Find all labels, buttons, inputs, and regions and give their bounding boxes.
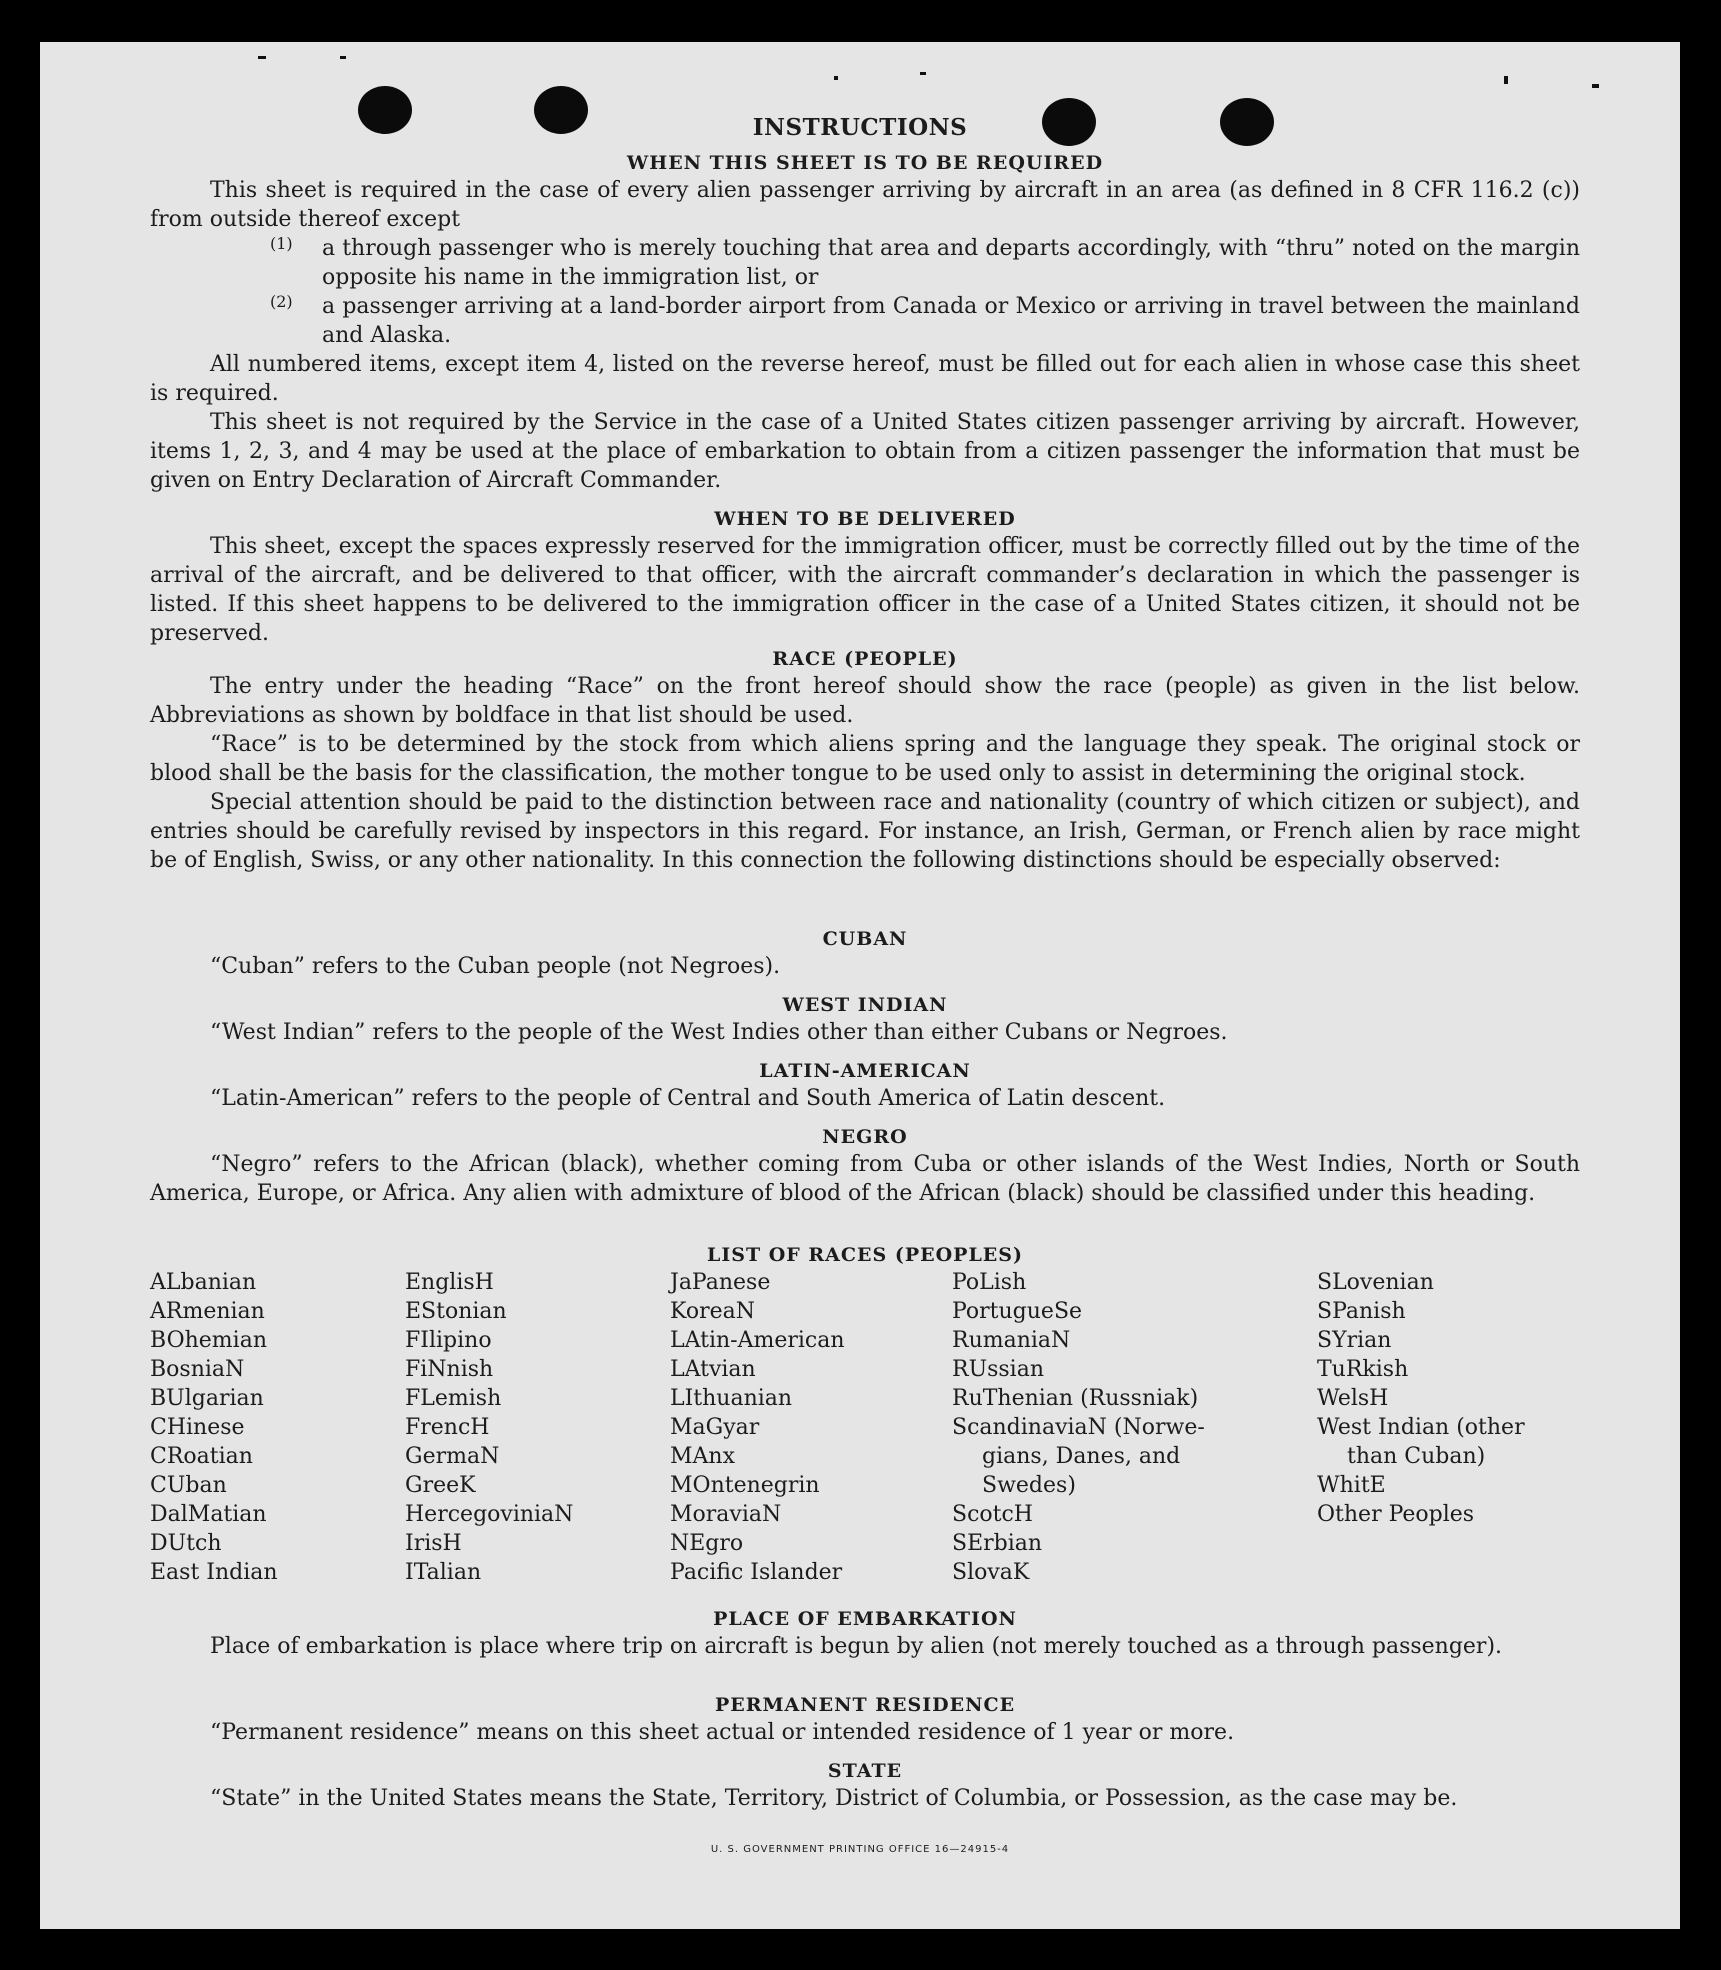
race-item: ScotcH: [952, 1502, 1033, 1527]
race-item: ALbanian: [150, 1270, 257, 1295]
races-column-2: [405, 1268, 670, 1587]
race-item: KoreaN: [670, 1299, 755, 1324]
item-text: a through passenger who is merely touching that area and departs accordingly, with “thru” noted on the margin opposite his name in the immigration list, or: [322, 236, 1580, 290]
race-item: MoraviaN: [670, 1502, 782, 1527]
race-item: MAnx: [670, 1444, 735, 1469]
race-item: RUssian: [952, 1357, 1045, 1382]
item-number: (2): [270, 292, 293, 311]
races-column-3: [670, 1268, 952, 1587]
race-item: MaGyar: [670, 1415, 760, 1440]
race-item: GreeK: [405, 1473, 476, 1498]
speck: [1504, 76, 1508, 84]
race-item: ScandinaviaN (Norwe-: [952, 1415, 1205, 1440]
race-item: FrencH: [405, 1415, 490, 1440]
numbered-item: [270, 234, 1580, 292]
paragraph: All numbered items, except item 4, listed on the reverse hereof, must be filled out for each alien in whose case this sheet is required.: [150, 352, 1580, 406]
section-state: [150, 1754, 1580, 1813]
race-item: BUlgarian: [150, 1386, 264, 1411]
race-item: CHinese: [150, 1415, 245, 1440]
page-title: INSTRUCTIONS: [752, 114, 968, 141]
race-item: JaPanese: [670, 1270, 771, 1295]
section-permanent-residence: [150, 1688, 1580, 1747]
speck: [834, 76, 838, 80]
paragraph: Special attention should be paid to the distinction between race and nationality (country of which citizen or subject), and entries should be carefully revised by inspectors in this regard. For instance, an Irish, German, or French alien by race might be of English, Swiss, or any other nationality. In this connection the following distinctions should be especially observed:: [150, 790, 1580, 873]
race-item: LAtin-American: [670, 1328, 845, 1353]
race-item: DalMatian: [150, 1502, 267, 1527]
section-cuban: [150, 922, 1580, 981]
race-item: EnglisH: [405, 1270, 494, 1295]
races-list: [150, 1268, 1600, 1587]
race-item: FiNnish: [405, 1357, 494, 1382]
paragraph: “Latin-American” refers to the people of Central and South America of Latin descent.: [210, 1086, 1166, 1111]
race-item: SPanish: [1317, 1299, 1406, 1324]
race-item: EStonian: [405, 1299, 507, 1324]
section-when-required: [150, 146, 1580, 495]
paragraph: This sheet is not required by the Service in the case of a United States citizen passenger arriving by aircraft. However, items 1, 2, 3, and 4 may be used at the place of embarkation to obtain from a citizen passenger the information that must be given on Entry Declaration of Aircraft Commander.: [150, 410, 1580, 493]
race-item: East Indian: [150, 1560, 278, 1585]
paragraph: This sheet is required in the case of every alien passenger arriving by aircraft in an area (as defined in 8 CFR 116.2 (c)) from outside thereof except: [150, 178, 1580, 232]
race-item: Pacific Islander: [670, 1560, 843, 1585]
race-item: PoLish: [952, 1270, 1027, 1295]
paragraph: This sheet, except the spaces expressly reserved for the immigration officer, must be correctly filled out by the time of the arrival of the aircraft, and be delivered to that officer, with the aircraft commander’s declaration in which the passenger is listed. If this sheet happens to be delivered to the immigration officer in the case of a United States citizen, it should not be preserved.: [150, 534, 1580, 646]
section-heading: WHEN THIS SHEET IS TO BE REQUIRED: [626, 152, 1104, 174]
section-heading: PLACE OF EMBARKATION: [713, 1608, 1017, 1630]
section-west-indian: [150, 988, 1580, 1047]
numbered-item: [270, 292, 1580, 350]
section-heading: WEST INDIAN: [782, 994, 948, 1016]
paragraph: The entry under the heading “Race” on the front hereof should show the race (people) as given in the list below. Abbreviations as shown by boldface in that list should be used.: [150, 674, 1580, 728]
race-item: Other Peoples: [1317, 1502, 1475, 1527]
race-item: SYrian: [1317, 1328, 1392, 1353]
section-heading: PERMANENT RESIDENCE: [714, 1694, 1016, 1716]
section-heading: LIST OF RACES (PEOPLES): [707, 1244, 1023, 1266]
section-heading: CUBAN: [822, 928, 908, 950]
race-item: FLemish: [405, 1386, 502, 1411]
race-item: FIlipino: [405, 1328, 492, 1353]
race-item: ITalian: [405, 1560, 482, 1585]
section-heading: RACE (PEOPLE): [772, 648, 958, 670]
item-text: a passenger arriving at a land-border airport from Canada or Mexico or arriving in travel between the mainland and Alaska.: [322, 294, 1580, 348]
speck: [340, 56, 346, 59]
race-item: DUtch: [150, 1531, 222, 1556]
race-item: LAtvian: [670, 1357, 756, 1382]
printer-imprint: U. S. GOVERNMENT PRINTING OFFICE 16—24915-4: [710, 1844, 1010, 1855]
section-negro: [150, 1120, 1580, 1208]
speck: [1592, 84, 1599, 88]
race-item: LIthuanian: [670, 1386, 793, 1411]
paragraph: “Cuban” refers to the Cuban people (not Negroes).: [210, 954, 781, 979]
race-item: MOntenegrin: [670, 1473, 820, 1498]
race-item: Swedes): [982, 1473, 1076, 1498]
section-heading: STATE: [827, 1760, 903, 1782]
races-column-4: [952, 1268, 1317, 1587]
section-heading: WHEN TO BE DELIVERED: [714, 508, 1016, 530]
paragraph: “West Indian” refers to the people of the West Indies other than either Cubans or Negroes.: [210, 1020, 1228, 1045]
race-item: than Cuban): [1347, 1444, 1486, 1469]
section-latin-american: [150, 1054, 1580, 1113]
race-item: ARmenian: [150, 1299, 265, 1324]
speck: [920, 72, 926, 75]
paragraph: “Permanent residence” means on this sheet actual or intended residence of 1 year or more.: [210, 1720, 1235, 1745]
paragraph: “State” in the United States means the State, Territory, District of Columbia, or Possession, as the case may be.: [210, 1786, 1458, 1811]
paragraph: “Negro” refers to the African (black), whether coming from Cuba or other islands of the West Indies, North or South America, Europe, or Africa. Any alien with admixture of blood of the African (black) should be classified under this heading.: [150, 1152, 1580, 1206]
paragraph: Place of embarkation is place where trip on aircraft is begun by alien (not merely touched as a through passenger).: [210, 1634, 1503, 1659]
document-sheet: [40, 42, 1680, 1929]
race-item: West Indian (other: [1317, 1415, 1525, 1440]
race-item: GermaN: [405, 1444, 500, 1469]
race-item: BosniaN: [150, 1357, 245, 1382]
section-heading: NEGRO: [822, 1126, 908, 1148]
race-item: TuRkish: [1317, 1357, 1409, 1382]
race-item: SErbian: [952, 1531, 1043, 1556]
race-item: WhitE: [1317, 1473, 1386, 1498]
race-item: WelsH: [1317, 1386, 1389, 1411]
item-number: (1): [270, 234, 293, 253]
race-item: NEgro: [670, 1531, 744, 1556]
section-heading: LATIN-AMERICAN: [759, 1060, 971, 1082]
race-item: gians, Danes, and: [982, 1444, 1181, 1469]
section-race: [150, 642, 1580, 875]
section-when-delivered: [150, 502, 1580, 648]
race-item: CUban: [150, 1473, 227, 1498]
race-item: RumaniaN: [952, 1328, 1071, 1353]
list-of-races-heading-block: [150, 1238, 1580, 1268]
races-column-5: [1317, 1268, 1597, 1587]
race-item: SlovaK: [952, 1560, 1030, 1585]
race-item: SLovenian: [1317, 1270, 1434, 1295]
section-embarkation: [150, 1602, 1580, 1661]
race-item: IrisH: [405, 1531, 462, 1556]
speck: [258, 56, 266, 59]
race-item: BOhemian: [150, 1328, 267, 1353]
race-item: PortugueSe: [952, 1299, 1083, 1324]
paragraph: “Race” is to be determined by the stock from which aliens spring and the language they speak. The original stock or blood shall be the basis for the classification, the mother tongue to be used only to assist in determining the original stock.: [150, 732, 1580, 786]
race-item: HercegoviniaN: [405, 1502, 574, 1527]
race-item: RuThenian (Russniak): [952, 1386, 1199, 1411]
races-column-1: [150, 1268, 405, 1587]
race-item: CRoatian: [150, 1444, 253, 1469]
